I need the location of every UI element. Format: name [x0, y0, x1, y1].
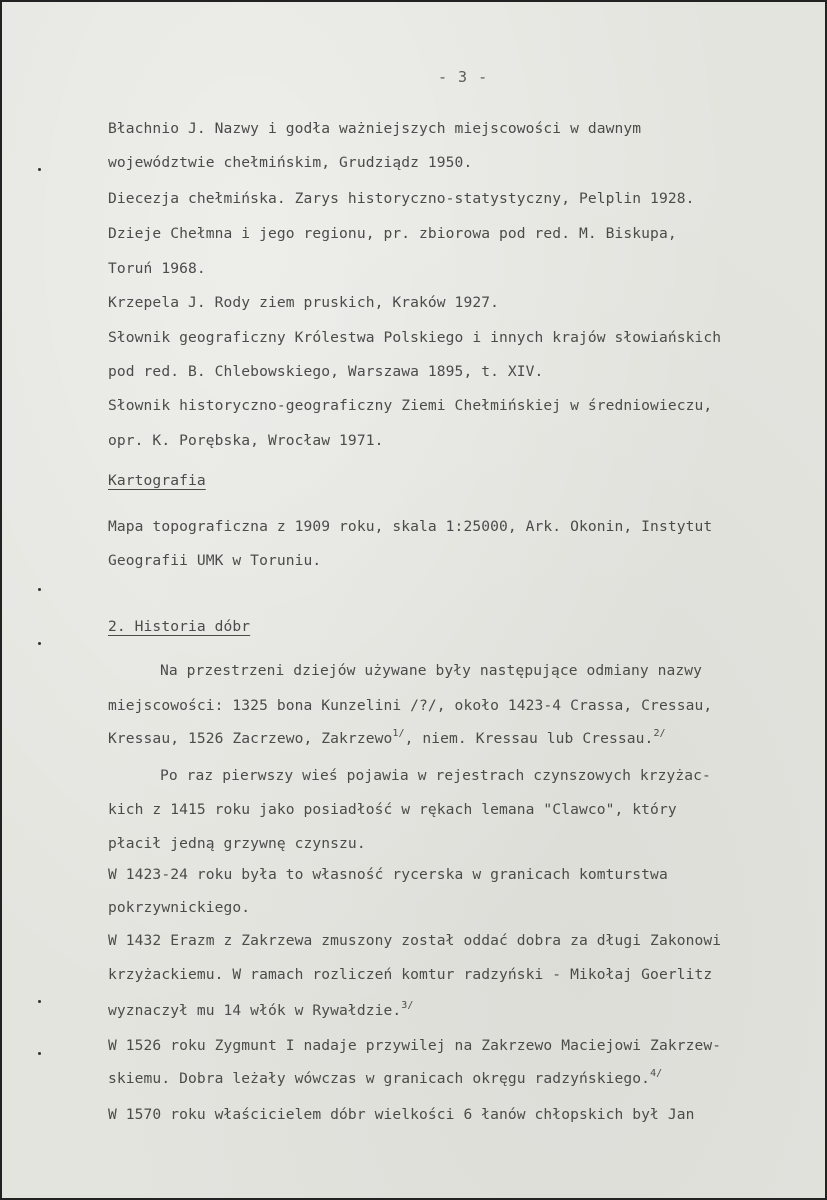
paragraph-line: Na przestrzeni dziejów używane były następujące odmiany nazwy [160, 662, 703, 679]
page-number: - 3 - [438, 68, 489, 86]
footnote-marker: 3/ [401, 1000, 414, 1011]
section-heading-cartography: Kartografia [108, 472, 206, 489]
paragraph-line: miejscowości: 1325 bona Kunzelini /?/, około 1423-4 Crassa, Cressau, [108, 697, 713, 714]
margin-speck [38, 1000, 41, 1003]
paragraph-line: W 1423-24 roku była to własność rycerska w granicach komturstwa [108, 866, 668, 883]
margin-speck [38, 168, 41, 171]
bibliography-line: Krzepela J. Rody ziem pruskich, Kraków 1927. [108, 294, 499, 311]
cartography-line: Geografii UMK w Toruniu. [108, 552, 322, 569]
paragraph-line: kich z 1415 roku jako posiadłość w rękach lemana "Clawco", który [108, 801, 677, 818]
margin-speck [38, 642, 41, 645]
paragraph-text: skiemu. Dobra leżały wówczas w granicach okręgu radzyńskiego. [108, 1070, 651, 1087]
margin-speck [38, 588, 41, 591]
paragraph-line: płacił jedną grzywnę czynszu. [108, 835, 366, 852]
paragraph-line [108, 1068, 662, 1087]
bibliography-line: pod red. B. Chlebowskiego, Warszawa 1895, t. XIV. [108, 363, 544, 380]
paragraph-text: wyznaczył mu 14 włók w Rywałdzie. [108, 1002, 402, 1019]
bibliography-line: Diecezja chełmińska. Zarys historyczno-statystyczny, Pelplin 1928. [108, 190, 695, 207]
bibliography-line: Dzieje Chełmna i jego regionu, pr. zbiorowa pod red. M. Biskupa, [108, 225, 677, 242]
paragraph-line: W 1526 roku Zygmunt I nadaje przywilej na Zakrzewo Maciejowi Zakrzew- [108, 1037, 722, 1054]
paragraph-line: Po raz pierwszy wieś pojawia w rejestrach czynszowych krzyżac- [160, 767, 711, 784]
paragraph-line: W 1432 Erazm z Zakrzewa zmuszony został oddać dobra za długi Zakonowi [108, 932, 722, 949]
paragraph-text: Kressau, 1526 Zacrzewo, Zakrzewo [108, 730, 393, 747]
paragraph-line [108, 1000, 414, 1019]
cartography-line: Mapa topograficzna z 1909 roku, skala 1:25000, Ark. Okonin, Instytut [108, 518, 713, 535]
bibliography-line: Słownik historyczno-geograficzny Ziemi Chełmińskiej w średniowieczu, [108, 397, 713, 414]
footnote-marker: 2/ [653, 728, 666, 739]
paragraph-line [108, 728, 666, 747]
paragraph-line: krzyżackiemu. W ramach rozliczeń komtur radzyński - Mikołaj Goerlitz [108, 966, 713, 983]
margin-speck [38, 1052, 41, 1055]
paragraph-line: W 1570 roku właścicielem dóbr wielkości 6 łanów chłopskich był Jan [108, 1106, 695, 1123]
footnote-marker: 4/ [650, 1068, 663, 1079]
bibliography-line: województwie chełmińskim, Grudziądz 1950. [108, 154, 473, 171]
paragraph-line: pokrzywnickiego. [108, 899, 251, 916]
paragraph-text: , niem. Kressau lub Cressau. [404, 730, 654, 747]
footnote-marker: 1/ [392, 728, 405, 739]
bibliography-line: Słownik geograficzny Królestwa Polskiego i innych krajów słowiańskich [108, 329, 722, 346]
bibliography-line: Błachnio J. Nazwy i godła ważniejszych miejscowości w dawnym [108, 120, 642, 137]
section-heading-history: 2. Historia dóbr [108, 618, 251, 635]
bibliography-line: opr. K. Porębska, Wrocław 1971. [108, 432, 384, 449]
bibliography-line: Toruń 1968. [108, 260, 206, 277]
